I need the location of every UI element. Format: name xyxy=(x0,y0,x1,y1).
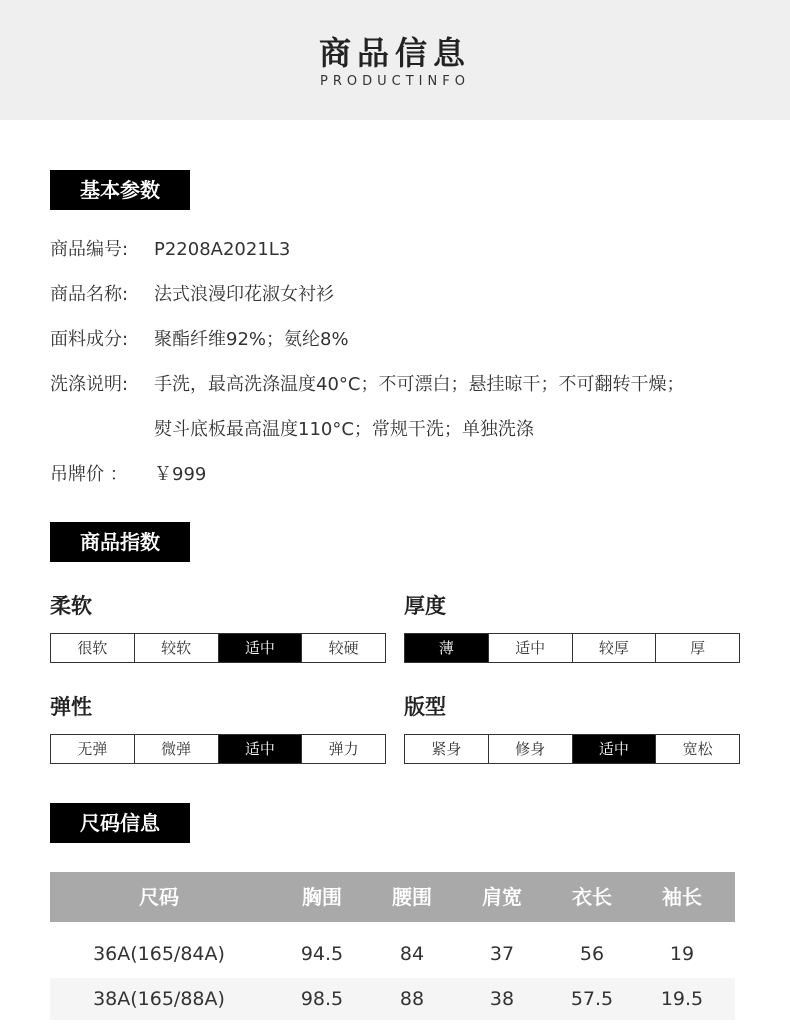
section-tag-index: 商品指数 xyxy=(50,522,190,562)
param-value: ￥999 xyxy=(154,464,207,485)
param-label: 吊牌价 ： xyxy=(50,464,128,485)
table-cell: 84 xyxy=(399,943,425,965)
table-cell: 56 xyxy=(579,943,605,965)
scale-option: 弹力 xyxy=(328,740,359,758)
param-label: 商品编号: xyxy=(50,239,129,260)
param-label: 洗涤说明: xyxy=(50,374,129,395)
param-label: 面料成分: xyxy=(50,329,129,350)
table-cell: 37 xyxy=(489,943,515,965)
index-title-elasticity: 弹性 xyxy=(50,695,92,719)
page-title: 商品信息 xyxy=(318,34,471,72)
scale-option: 无弹 xyxy=(51,735,135,763)
param-row-fabric xyxy=(50,328,349,352)
table-cell: 94.5 xyxy=(300,943,344,965)
column-header: 胸围 xyxy=(302,885,342,909)
softness-scale xyxy=(50,633,386,663)
column-header: 肩宽 xyxy=(482,885,522,909)
table-cell: 98.5 xyxy=(300,988,344,1010)
scale-option: 厚 xyxy=(690,639,706,657)
scale-option: 适中 xyxy=(219,735,303,763)
param-label: 商品名称: xyxy=(50,284,129,305)
table-cell: 88 xyxy=(399,988,425,1010)
param-row-code xyxy=(50,238,290,262)
table-row xyxy=(50,933,735,975)
param-value: 法式浪漫印花淑女衬衫 xyxy=(154,284,334,305)
table-cell: 38A(165/88A) xyxy=(93,988,225,1010)
scale-option: 较软 xyxy=(135,634,219,662)
table-cell: 36A(165/84A) xyxy=(93,943,225,965)
scale-option: 修身 xyxy=(489,735,573,763)
index-title-fit: 版型 xyxy=(404,695,446,719)
scale-option: 很软 xyxy=(51,634,135,662)
page-subtitle: PRODUCTINFO xyxy=(320,74,470,89)
size-table-header xyxy=(50,872,735,922)
scale-option: 微弹 xyxy=(135,735,219,763)
scale-option: 较厚 xyxy=(573,634,657,662)
scale-option: 适中 xyxy=(573,735,657,763)
index-title-softness: 柔软 xyxy=(50,594,92,618)
section-tag-basic: 基本参数 xyxy=(50,170,190,210)
param-row-wash-cont xyxy=(50,418,534,442)
table-cell: 19 xyxy=(669,943,695,965)
column-header: 袖长 xyxy=(662,885,702,909)
param-row-name xyxy=(50,283,334,307)
index-title-thickness: 厚度 xyxy=(404,594,446,618)
param-value: 聚酯纤维92%；氨纶8% xyxy=(154,329,349,350)
elasticity-scale xyxy=(50,734,386,764)
scale-option: 紧身 xyxy=(405,735,489,763)
param-row-wash xyxy=(50,373,684,397)
scale-option: 适中 xyxy=(219,634,303,662)
column-header: 尺码 xyxy=(139,885,179,909)
table-cell: 19.5 xyxy=(660,988,704,1010)
scale-option: 宽松 xyxy=(682,740,713,758)
param-value: 熨斗底板最高温度110°C；常规干洗；单独洗涤 xyxy=(154,419,534,440)
thickness-scale xyxy=(404,633,740,663)
scale-option: 较硬 xyxy=(328,639,359,657)
section-tag-size: 尺码信息 xyxy=(50,803,190,843)
param-value: P2208A2021L3 xyxy=(154,239,291,260)
table-row xyxy=(50,978,735,1020)
table-cell: 57.5 xyxy=(570,988,614,1010)
scale-option: 适中 xyxy=(489,634,573,662)
scale-option: 薄 xyxy=(405,634,489,662)
fit-scale xyxy=(404,734,740,764)
param-value: 手洗，最高洗涤温度40°C；不可漂白；悬挂晾干；不可翻转干燥； xyxy=(154,374,685,395)
param-row-price xyxy=(50,463,206,487)
column-header: 衣长 xyxy=(572,885,612,909)
table-cell: 38 xyxy=(489,988,515,1010)
header-banner xyxy=(0,0,790,120)
column-header: 腰围 xyxy=(392,885,432,909)
